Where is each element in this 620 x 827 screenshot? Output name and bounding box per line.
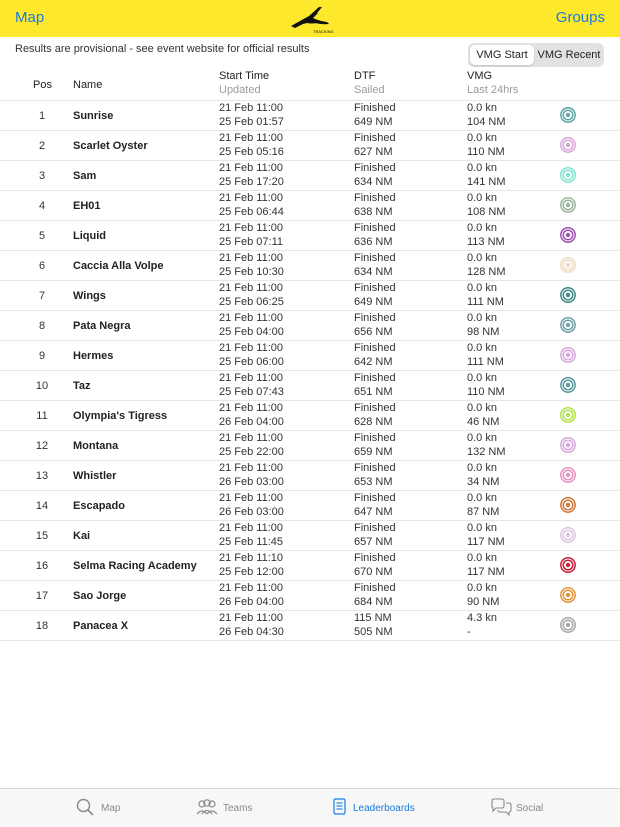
row-team-name: Montana (73, 440, 119, 452)
row-team-name: Sam (73, 170, 97, 182)
table-row[interactable] (0, 491, 620, 521)
row-vmg: 4.3 kn (467, 612, 497, 624)
row-position: 14 (35, 500, 49, 512)
row-dtf: Finished (354, 492, 396, 504)
row-last-24hrs: 90 NM (467, 596, 500, 608)
row-dtf: Finished (354, 312, 396, 324)
header-sailed: Sailed (354, 84, 385, 96)
row-updated: 25 Feb 10:30 (219, 266, 284, 278)
row-position: 11 (36, 410, 48, 422)
row-vmg: 0.0 kn (467, 492, 497, 504)
row-vmg: 0.0 kn (467, 552, 497, 564)
row-team-name: Caccia Alla Volpe (73, 260, 164, 272)
row-sailed: 657 NM (354, 536, 393, 548)
row-start-time: 21 Feb 11:00 (219, 252, 284, 264)
row-position: 16 (35, 560, 49, 572)
row-sailed: 653 NM (354, 476, 393, 488)
provisional-notice: Results are provisional - see event website for official results (15, 43, 310, 55)
row-updated: 25 Feb 22:00 (219, 446, 284, 458)
leaderboard-icon (331, 798, 347, 816)
tab-map-label: Map (101, 803, 121, 814)
row-updated: 25 Feb 11:45 (219, 536, 284, 548)
row-team-name: Olympia's Tigress (73, 410, 168, 422)
row-vmg: 0.0 kn (467, 432, 497, 444)
boat-marker-icon[interactable] (560, 527, 576, 543)
row-last-24hrs: 108 NM (467, 206, 506, 218)
row-last-24hrs: 117 NM (467, 566, 505, 578)
table-row[interactable] (0, 251, 620, 281)
boat-marker-icon[interactable] (560, 287, 576, 303)
row-start-time: 21 Feb 11:00 (219, 282, 284, 294)
table-row[interactable] (0, 131, 620, 161)
leaderboard-list (0, 100, 620, 641)
header-last-24hrs: Last 24hrs (467, 84, 519, 96)
row-position: 2 (38, 140, 46, 152)
boat-marker-icon[interactable] (560, 587, 576, 603)
row-position: 8 (38, 320, 46, 332)
row-updated: 25 Feb 06:44 (219, 206, 284, 218)
row-last-24hrs: 113 NM (467, 236, 505, 248)
row-sailed: 636 NM (354, 236, 393, 248)
row-updated: 26 Feb 04:00 (219, 416, 284, 428)
boat-marker-icon[interactable] (560, 227, 576, 243)
row-position: 17 (35, 590, 49, 602)
header-updated: Updated (219, 84, 261, 96)
row-sailed: 649 NM (354, 296, 393, 308)
row-dtf: Finished (354, 522, 396, 534)
yb-tracking-logo (289, 4, 334, 34)
row-position: 9 (38, 350, 46, 362)
row-start-time: 21 Feb 11:00 (219, 402, 284, 414)
boat-marker-icon[interactable] (560, 497, 576, 513)
row-dtf: Finished (354, 222, 396, 234)
row-position: 5 (38, 230, 46, 242)
row-start-time: 21 Feb 11:00 (219, 132, 284, 144)
row-dtf: Finished (354, 252, 396, 264)
row-start-time: 21 Feb 11:00 (219, 462, 284, 474)
row-vmg: 0.0 kn (467, 132, 497, 144)
row-updated: 25 Feb 01:57 (219, 116, 284, 128)
row-start-time: 21 Feb 11:00 (219, 432, 284, 444)
row-vmg: 0.0 kn (467, 192, 497, 204)
row-team-name: Taz (73, 380, 91, 392)
row-team-name: EH01 (73, 200, 101, 212)
row-vmg: 0.0 kn (467, 162, 497, 174)
row-position: 6 (38, 260, 46, 272)
boat-marker-icon[interactable] (560, 467, 576, 483)
row-vmg: 0.0 kn (467, 222, 497, 234)
row-dtf: Finished (354, 462, 396, 474)
row-vmg: 0.0 kn (467, 372, 497, 384)
segment-vmg-start[interactable]: VMG Start (470, 45, 534, 65)
row-last-24hrs: 117 NM (467, 536, 505, 548)
row-team-name: Liquid (73, 230, 106, 242)
row-dtf: Finished (354, 342, 396, 354)
row-start-time: 21 Feb 11:00 (219, 372, 284, 384)
boat-marker-icon[interactable] (560, 167, 576, 183)
row-position: 18 (35, 620, 49, 632)
row-position: 1 (38, 110, 46, 122)
row-updated: 26 Feb 04:30 (219, 626, 284, 638)
chat-bubbles-icon (490, 798, 512, 816)
row-team-name: Whistler (73, 470, 117, 482)
table-row[interactable] (0, 191, 620, 221)
top-bar (0, 0, 620, 37)
row-updated: 25 Feb 06:00 (219, 356, 284, 368)
row-sailed: 627 NM (354, 146, 393, 158)
row-updated: 26 Feb 03:00 (219, 476, 284, 488)
table-row[interactable] (0, 581, 620, 611)
row-vmg: 0.0 kn (467, 402, 497, 414)
tab-social[interactable] (490, 789, 550, 827)
row-last-24hrs: - (467, 626, 471, 638)
boat-marker-icon[interactable] (560, 137, 576, 153)
row-start-time: 21 Feb 11:00 (219, 612, 284, 624)
row-vmg: 0.0 kn (467, 282, 497, 294)
row-sailed: 628 NM (354, 416, 393, 428)
row-team-name: Escapado (73, 500, 125, 512)
table-row[interactable] (0, 161, 620, 191)
boat-marker-icon[interactable] (560, 197, 576, 213)
row-updated: 25 Feb 04:00 (219, 326, 284, 338)
row-sailed: 505 NM (354, 626, 393, 638)
row-start-time: 21 Feb 11:00 (219, 162, 284, 174)
row-last-24hrs: 111 NM (467, 356, 504, 368)
row-vmg: 0.0 kn (467, 462, 497, 474)
row-last-24hrs: 111 NM (467, 296, 504, 308)
row-dtf: Finished (354, 132, 396, 144)
boat-marker-icon[interactable] (560, 437, 576, 453)
table-row[interactable] (0, 461, 620, 491)
boat-marker-icon[interactable] (560, 377, 576, 393)
tab-teams[interactable] (196, 789, 266, 827)
row-dtf: Finished (354, 162, 396, 174)
teams-icon (196, 798, 218, 816)
row-dtf: 115 NM (354, 612, 392, 624)
row-updated: 25 Feb 07:43 (219, 386, 284, 398)
table-row[interactable] (0, 401, 620, 431)
row-team-name: Pata Negra (73, 320, 131, 332)
row-team-name: Sunrise (73, 110, 114, 122)
row-team-name: Scarlet Oyster (73, 140, 148, 152)
row-vmg: 0.0 kn (467, 252, 497, 264)
row-dtf: Finished (354, 402, 396, 414)
tab-social-label: Social (516, 803, 544, 814)
tab-teams-label: Teams (223, 803, 253, 814)
row-last-24hrs: 110 NM (467, 146, 505, 158)
row-position: 4 (38, 200, 46, 212)
row-sailed: 684 NM (354, 596, 393, 608)
row-sailed: 649 NM (354, 116, 393, 128)
row-sailed: 638 NM (354, 206, 393, 218)
header-start-time[interactable]: Start Time (219, 70, 270, 82)
row-start-time: 21 Feb 11:00 (219, 192, 284, 204)
row-dtf: Finished (354, 282, 396, 294)
tab-leaderboards[interactable] (331, 789, 426, 827)
row-dtf: Finished (354, 432, 396, 444)
row-start-time: 21 Feb 11:00 (219, 222, 284, 234)
boat-marker-icon[interactable] (560, 617, 576, 633)
row-start-time: 21 Feb 11:00 (219, 492, 284, 504)
row-sailed: 642 NM (354, 356, 393, 368)
boat-marker-icon[interactable] (560, 317, 576, 333)
row-start-time: 21 Feb 11:10 (219, 552, 284, 564)
row-start-time: 21 Feb 11:00 (219, 312, 284, 324)
boat-marker-icon[interactable] (560, 557, 576, 573)
row-dtf: Finished (354, 552, 396, 564)
row-team-name: Selma Racing Academy (73, 560, 197, 572)
row-last-24hrs: 104 NM (467, 116, 506, 128)
table-row[interactable] (0, 311, 620, 341)
row-team-name: Kai (73, 530, 91, 542)
row-last-24hrs: 46 NM (467, 416, 500, 428)
row-team-name: Panacea X (73, 620, 129, 632)
row-position: 7 (38, 290, 46, 302)
table-row[interactable] (0, 221, 620, 251)
row-team-name: Sao Jorge (73, 590, 127, 602)
row-start-time: 21 Feb 11:00 (219, 102, 284, 114)
row-vmg: 0.0 kn (467, 522, 497, 534)
row-updated: 25 Feb 06:25 (219, 296, 284, 308)
boat-marker-icon[interactable] (560, 257, 576, 273)
boat-marker-icon[interactable] (560, 347, 576, 363)
row-dtf: Finished (354, 582, 396, 594)
row-last-24hrs: 141 NM (467, 176, 506, 188)
row-updated: 25 Feb 07:11 (219, 236, 284, 248)
vmg-segmented-control (468, 43, 604, 67)
header-dtf[interactable]: DTF (354, 70, 376, 82)
row-last-24hrs: 87 NM (467, 506, 500, 518)
row-start-time: 21 Feb 11:00 (219, 522, 284, 534)
table-row[interactable] (0, 551, 620, 581)
row-sailed: 670 NM (354, 566, 393, 578)
table-row[interactable] (0, 100, 620, 131)
table-row[interactable] (0, 521, 620, 551)
row-updated: 25 Feb 17:20 (219, 176, 284, 188)
row-start-time: 21 Feb 11:00 (219, 342, 284, 354)
row-last-24hrs: 34 NM (467, 476, 500, 488)
tab-map[interactable] (76, 789, 136, 827)
boat-marker-icon[interactable] (560, 407, 576, 423)
table-row[interactable] (0, 371, 620, 401)
table-row[interactable] (0, 341, 620, 371)
row-sailed: 634 NM (354, 176, 393, 188)
table-row[interactable] (0, 281, 620, 311)
table-row[interactable] (0, 611, 620, 641)
row-sailed: 659 NM (354, 446, 393, 458)
header-pos[interactable]: Pos (33, 79, 52, 91)
row-sailed: 656 NM (354, 326, 393, 338)
row-last-24hrs: 132 NM (467, 446, 506, 458)
row-sailed: 651 NM (354, 386, 393, 398)
row-start-time: 21 Feb 11:00 (219, 582, 284, 594)
tab-bar (0, 788, 620, 827)
tab-leaderboards-label: Leaderboards (353, 803, 415, 814)
row-updated: 26 Feb 03:00 (219, 506, 284, 518)
logo-text: TRACKING (313, 29, 334, 34)
boat-marker-icon[interactable] (560, 107, 576, 123)
row-position: 13 (35, 470, 49, 482)
row-sailed: 634 NM (354, 266, 393, 278)
segment-vmg-recent[interactable]: VMG Recent (537, 49, 601, 61)
row-vmg: 0.0 kn (467, 102, 497, 114)
row-updated: 25 Feb 05:16 (219, 146, 284, 158)
row-vmg: 0.0 kn (467, 342, 497, 354)
row-team-name: Hermes (73, 350, 114, 362)
header-name[interactable]: Name (73, 79, 103, 91)
row-last-24hrs: 110 NM (467, 386, 505, 398)
search-icon (76, 798, 94, 816)
groups-nav-button[interactable]: Groups (555, 9, 605, 26)
row-position: 10 (35, 380, 49, 392)
row-updated: 26 Feb 04:00 (219, 596, 284, 608)
row-sailed: 647 NM (354, 506, 393, 518)
row-vmg: 0.0 kn (467, 312, 497, 324)
row-team-name: Wings (73, 290, 106, 302)
row-last-24hrs: 128 NM (467, 266, 506, 278)
row-position: 3 (38, 170, 46, 182)
row-vmg: 0.0 kn (467, 582, 497, 594)
row-dtf: Finished (354, 192, 396, 204)
row-updated: 25 Feb 12:00 (219, 566, 284, 578)
row-position: 12 (35, 440, 49, 452)
row-last-24hrs: 98 NM (467, 326, 500, 338)
row-dtf: Finished (354, 372, 396, 384)
table-row[interactable] (0, 431, 620, 461)
header-vmg[interactable]: VMG (467, 70, 493, 82)
row-dtf: Finished (354, 102, 396, 114)
map-nav-button[interactable]: Map (15, 9, 45, 26)
row-position: 15 (35, 530, 49, 542)
